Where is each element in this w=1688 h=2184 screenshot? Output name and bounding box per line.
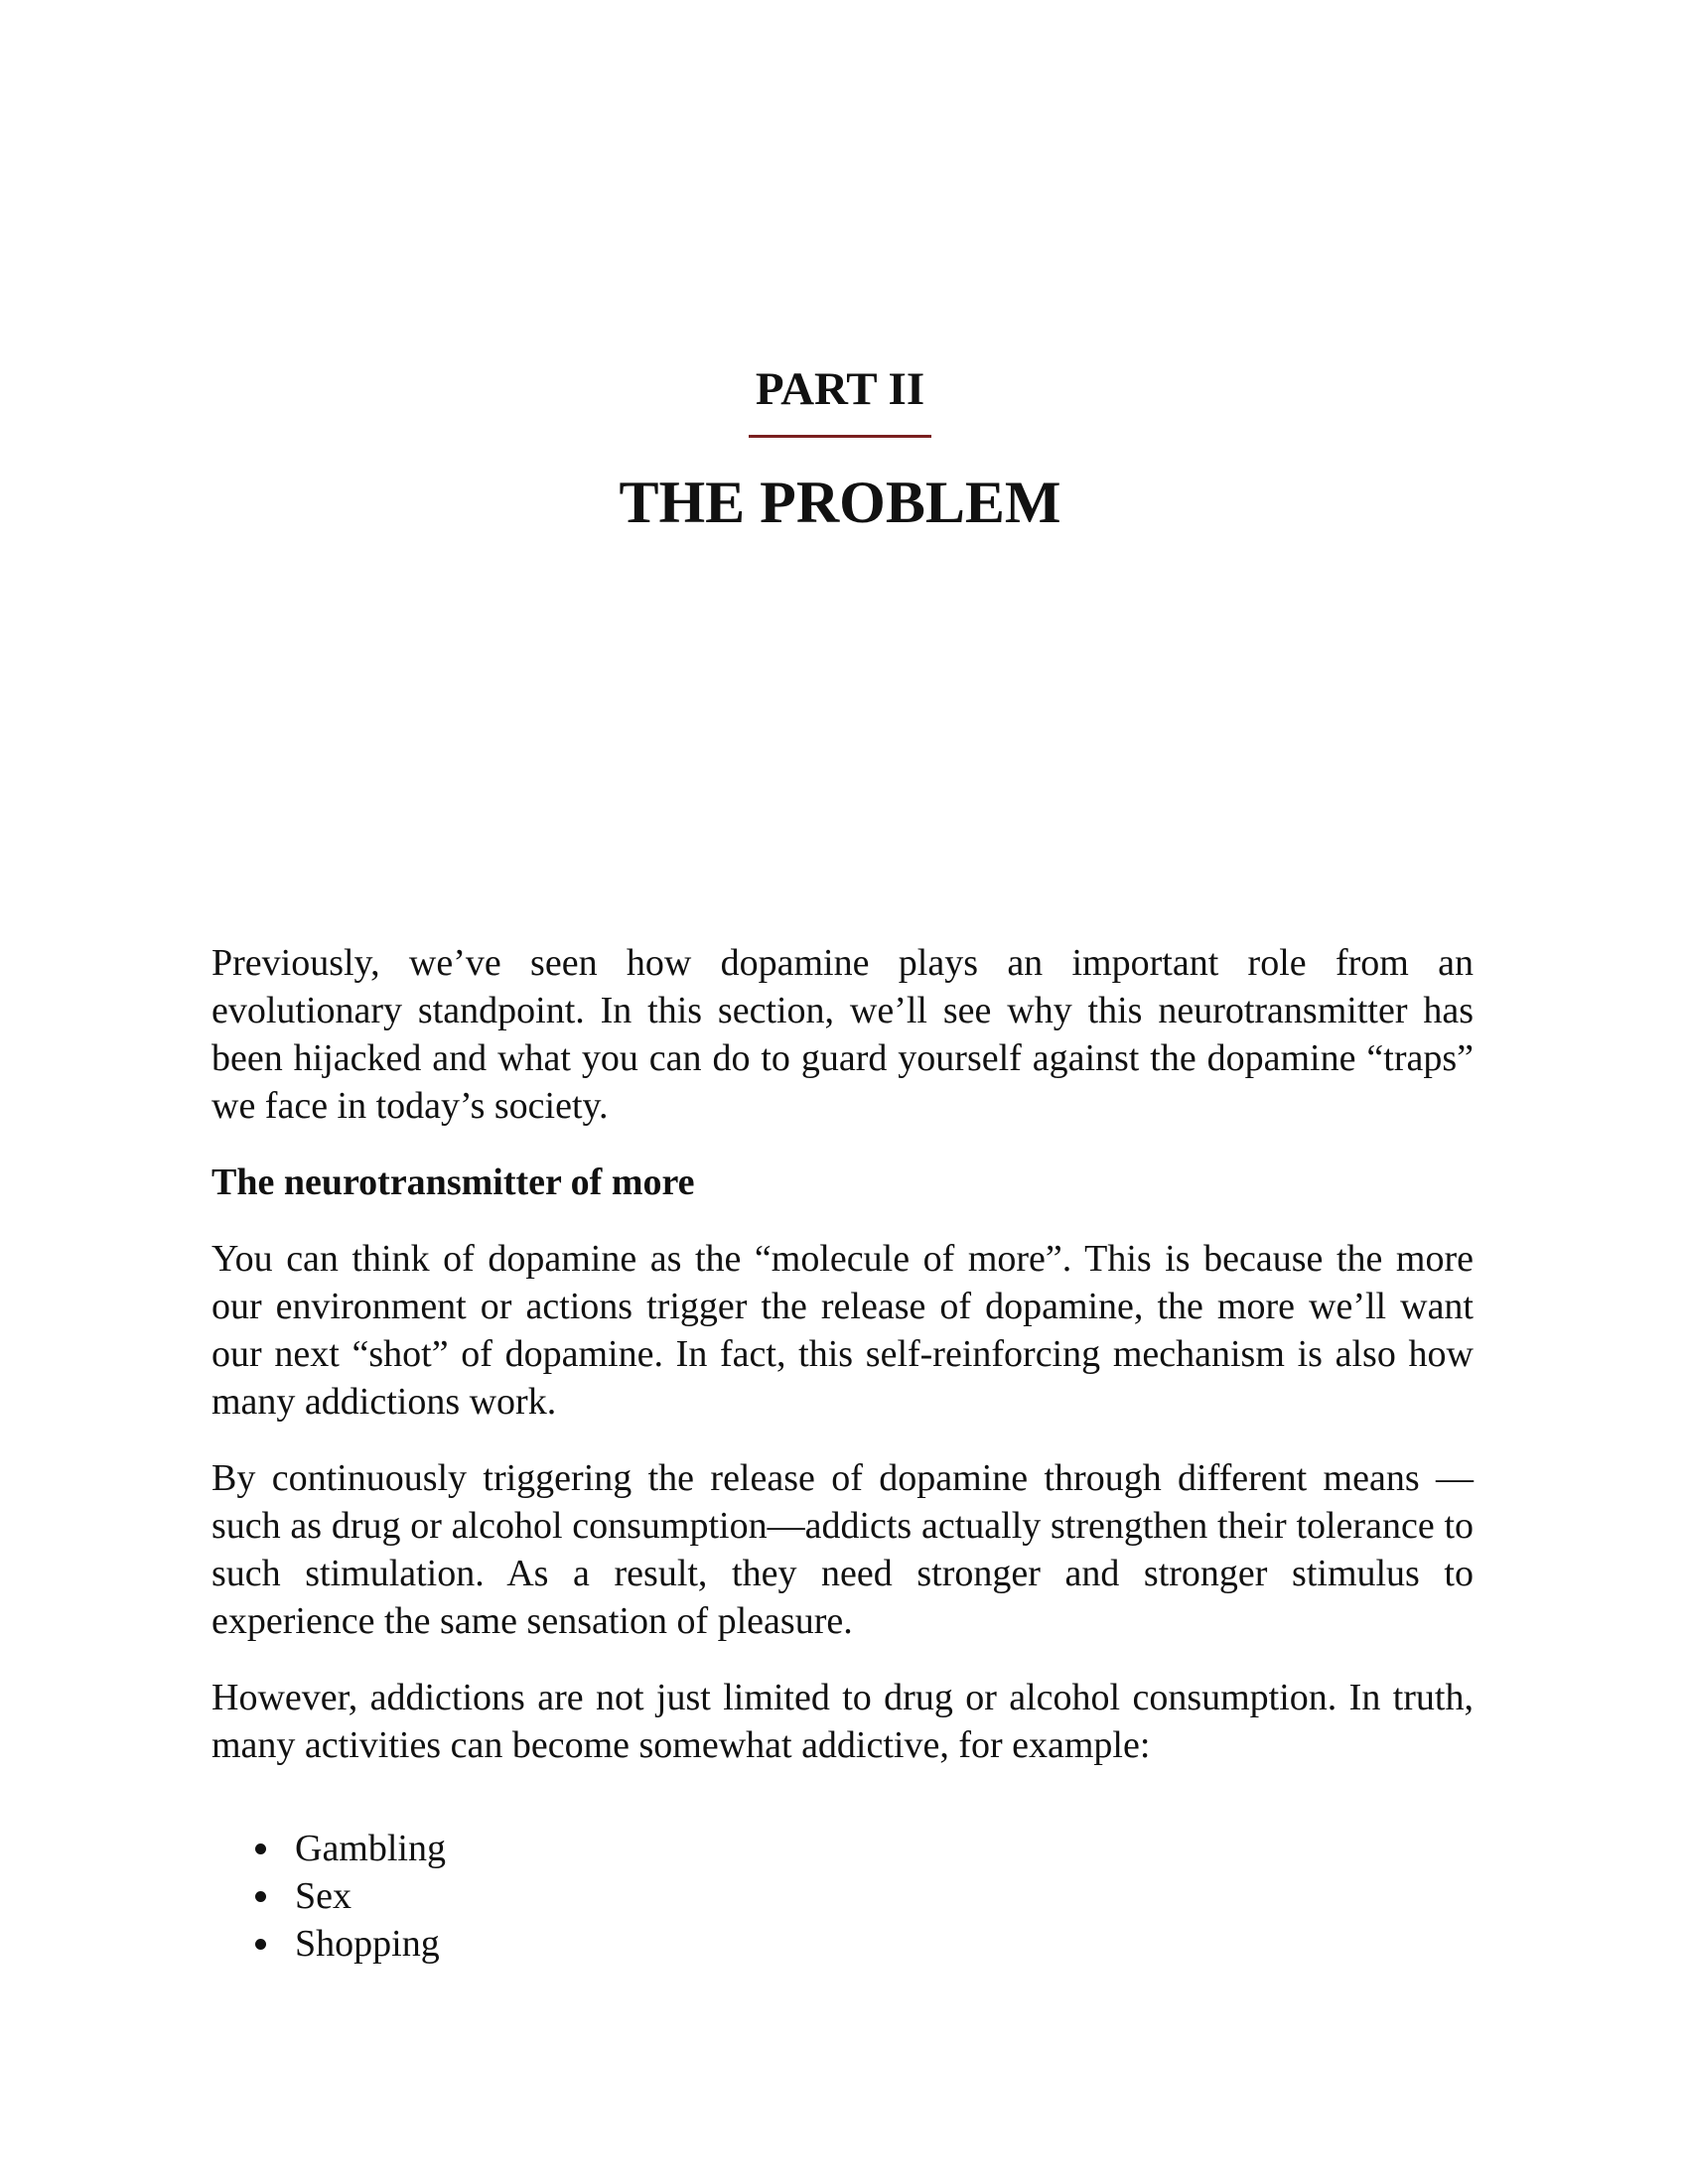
- list-item-label: Gambling: [295, 1828, 446, 1869]
- bullet-icon: [255, 1939, 266, 1950]
- intro-paragraph: Previously, we’ve seen how dopamine plays an important role from an evolutionary standpoint. In this section, we’ll see why this neurotransmitter has been hijacked and what you can do to guard yourself against the dopamine “traps” we face in today’s society.: [211, 942, 1474, 1127]
- paragraph: By continuously triggering the release of dopamine through different means —such as drug or alcohol consumption—addicts actually strengthen their tolerance to such stimulation. As a result, they need stronger and stronger stimulus to experience the same sensation of pleasure.: [211, 1457, 1474, 1642]
- bullet-icon: [255, 1843, 266, 1854]
- part-title: THE PROBLEM: [619, 470, 1061, 535]
- list-item: [255, 1920, 1474, 1968]
- part-label: PART II: [755, 363, 925, 415]
- paragraph: You can think of dopamine as the “molecule of more”. This is because the more our environment or actions trigger the release of dopamine, the more we’ll want our next “shot” of dopamine. In fact, this self-reinforcing mechanism is also how many addictions work.: [211, 1238, 1474, 1423]
- section-heading: The neurotransmitter of more: [211, 1161, 695, 1203]
- list-item-label: Sex: [295, 1875, 352, 1917]
- paragraph: However, addictions are not just limited to drug or alcohol consumption. In truth, many activities can become somewhat addictive, for example:: [211, 1677, 1474, 1766]
- list-item: [255, 1872, 1474, 1920]
- list-item-label: Shopping: [295, 1923, 440, 1965]
- list-item: [255, 1825, 1474, 1872]
- addictive-activities-list: [211, 1825, 1474, 1968]
- bullet-icon: [255, 1891, 266, 1902]
- body-text: [211, 939, 1474, 1968]
- part-divider-rule: [749, 435, 931, 438]
